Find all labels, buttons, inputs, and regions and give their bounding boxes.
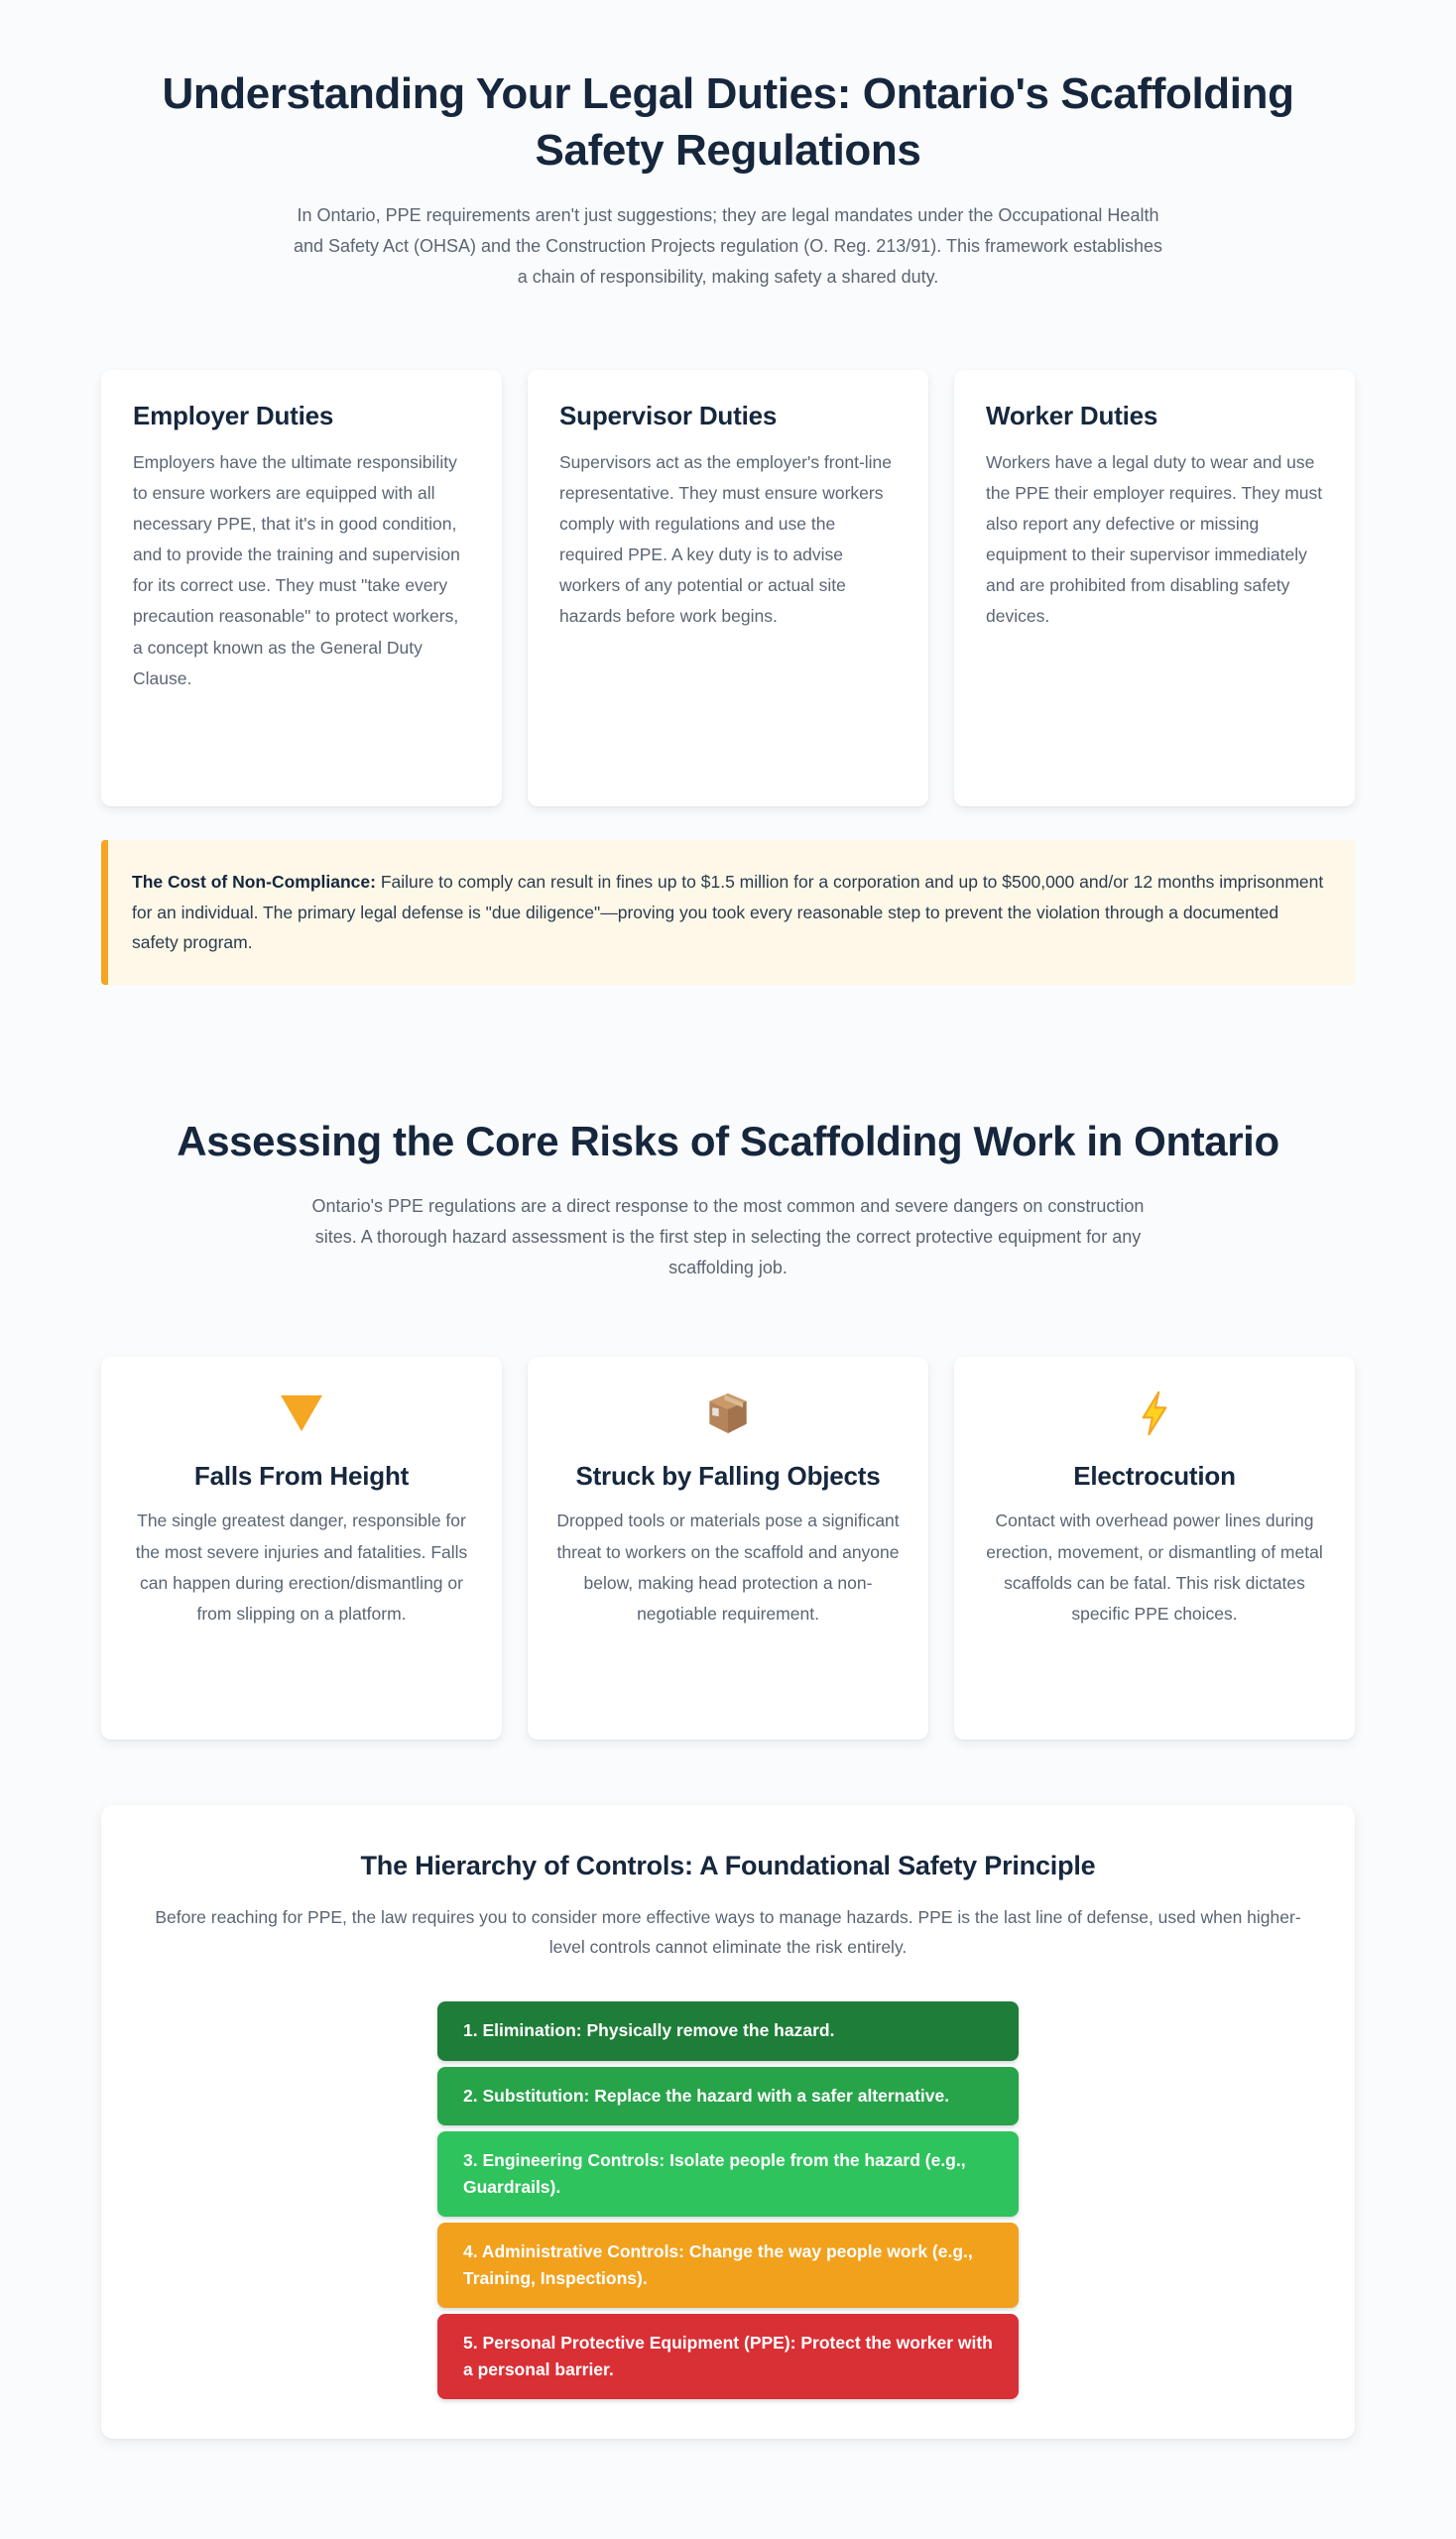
risk-card-title: Electrocution xyxy=(1073,1460,1236,1491)
callout-lead: The Cost of Non-Compliance: xyxy=(132,872,376,893)
risk-card-body: The single greatest danger, responsible for the most severe injuries and fatalities. Falls can happen during erection/dismantling or from slipping on a platform. xyxy=(135,1511,468,1624)
risk-card-body: Dropped tools or materials pose a significant threat to workers on the scaffold and anyone below, making head protection a non-negotiable requirement. xyxy=(556,1511,900,1624)
page-title: Understanding Your Legal Duties: Ontario's Scaffolding Safety Regulations xyxy=(162,69,1294,176)
hierarchy-level-bar: 1. Elimination: Physically remove the hazard. xyxy=(437,2001,1019,2060)
triangle-down-icon xyxy=(129,1390,474,1436)
core-risks-section xyxy=(101,1116,1355,1740)
employer-duties-card xyxy=(101,370,502,806)
bottom-spacer xyxy=(101,2439,1355,2484)
hero-intro: In Ontario, PPE requirements aren't just suggestions; they are legal mandates under the Occupational Health and Safety Act (OHSA) and the Construction Projects regulation (O. Reg. 213/91). This framework establishes a chain of responsibility, making safety a shared duty. xyxy=(293,205,1163,288)
hierarchy-level-bar: 3. Engineering Controls: Isolate people from the hazard (e.g., Guardrails). xyxy=(437,2131,1019,2217)
section-intro: Ontario's PPE regulations are a direct response to the most common and severe dangers on construction sites. A thorough hazard assessment is the first step in selecting the correct protective equipment for any scaffolding job. xyxy=(311,1196,1145,1277)
duty-card-title: Worker Duties xyxy=(986,401,1158,431)
callout-body: Failure to comply can result in fines up to $1.5 million for a corporation and up to $500,000 and/or 12 months imprisonment for an individual. The primary legal defense is "due diligence"—proving you took every reasonable step to prevent the violation through a documented safety program. xyxy=(132,872,1324,953)
duties-card-row xyxy=(101,370,1355,806)
non-compliance-callout xyxy=(101,840,1355,984)
risk-card-title: Falls From Height xyxy=(193,1460,410,1491)
hierarchy-intro: Before reaching for PPE, the law requires you to consider more effective ways to manage hazards. PPE is the last line of defense, used when higher-level controls cannot eliminate the risk entirely. xyxy=(155,1906,1301,1957)
section-title: Assessing the Core Risks of Scaffolding Work in Ontario xyxy=(177,1117,1279,1164)
lightning-icon xyxy=(982,1390,1327,1436)
hierarchy-level-bar: 2. Substitution: Replace the hazard with a safer alternative. xyxy=(437,2067,1019,2125)
duty-card-body: Supervisors act as the employer's front-line representative. They must ensure workers comply with regulations and use the required PPE. A key duty is to advise workers of any potential or actual site hazards before work begins. xyxy=(559,451,893,627)
duty-card-title: Employer Duties xyxy=(133,401,334,431)
article-page xyxy=(101,0,1355,2484)
hierarchy-title: The Hierarchy of Controls: A Foundational Safety Principle xyxy=(360,1850,1096,1880)
falls-from-height-card xyxy=(101,1357,502,1740)
struck-by-objects-card xyxy=(528,1357,928,1740)
risk-card-title: Struck by Falling Objects xyxy=(575,1460,881,1491)
electrocution-card xyxy=(954,1357,1355,1740)
supervisor-duties-card xyxy=(528,370,928,806)
hierarchy-level-bar: 5. Personal Protective Equipment (PPE): Protect the worker with a personal barrier. xyxy=(437,2314,1019,2399)
duty-card-title: Supervisor Duties xyxy=(559,401,778,431)
risk-card-row xyxy=(101,1357,1355,1740)
hierarchy-levels xyxy=(437,2001,1019,2399)
worker-duties-card xyxy=(954,370,1355,806)
hierarchy-of-controls-card xyxy=(101,1805,1355,2440)
risk-card-body: Contact with overhead power lines during erection, movement, or dismantling of metal scaffolds can be fatal. This risk dictates specific PPE choices. xyxy=(986,1511,1323,1624)
hierarchy-level-bar: 4. Administrative Controls: Change the way people work (e.g., Training, Inspections). xyxy=(437,2223,1019,2308)
duty-card-body: Employers have the ultimate responsibility to ensure workers are equipped with all necessary PPE, that it's in good condition, and to provide the training and supervision for its correct use. They must "take every precaution reasonable" to protect workers, a concept known as the General Duty Clause. xyxy=(133,451,460,688)
duty-card-body: Workers have a legal duty to wear and use the PPE their employer requires. They must also report any defective or missing equipment to their supervisor immediately and are prohibited from disabling safety devices. xyxy=(986,451,1323,627)
package-icon xyxy=(555,1390,901,1436)
